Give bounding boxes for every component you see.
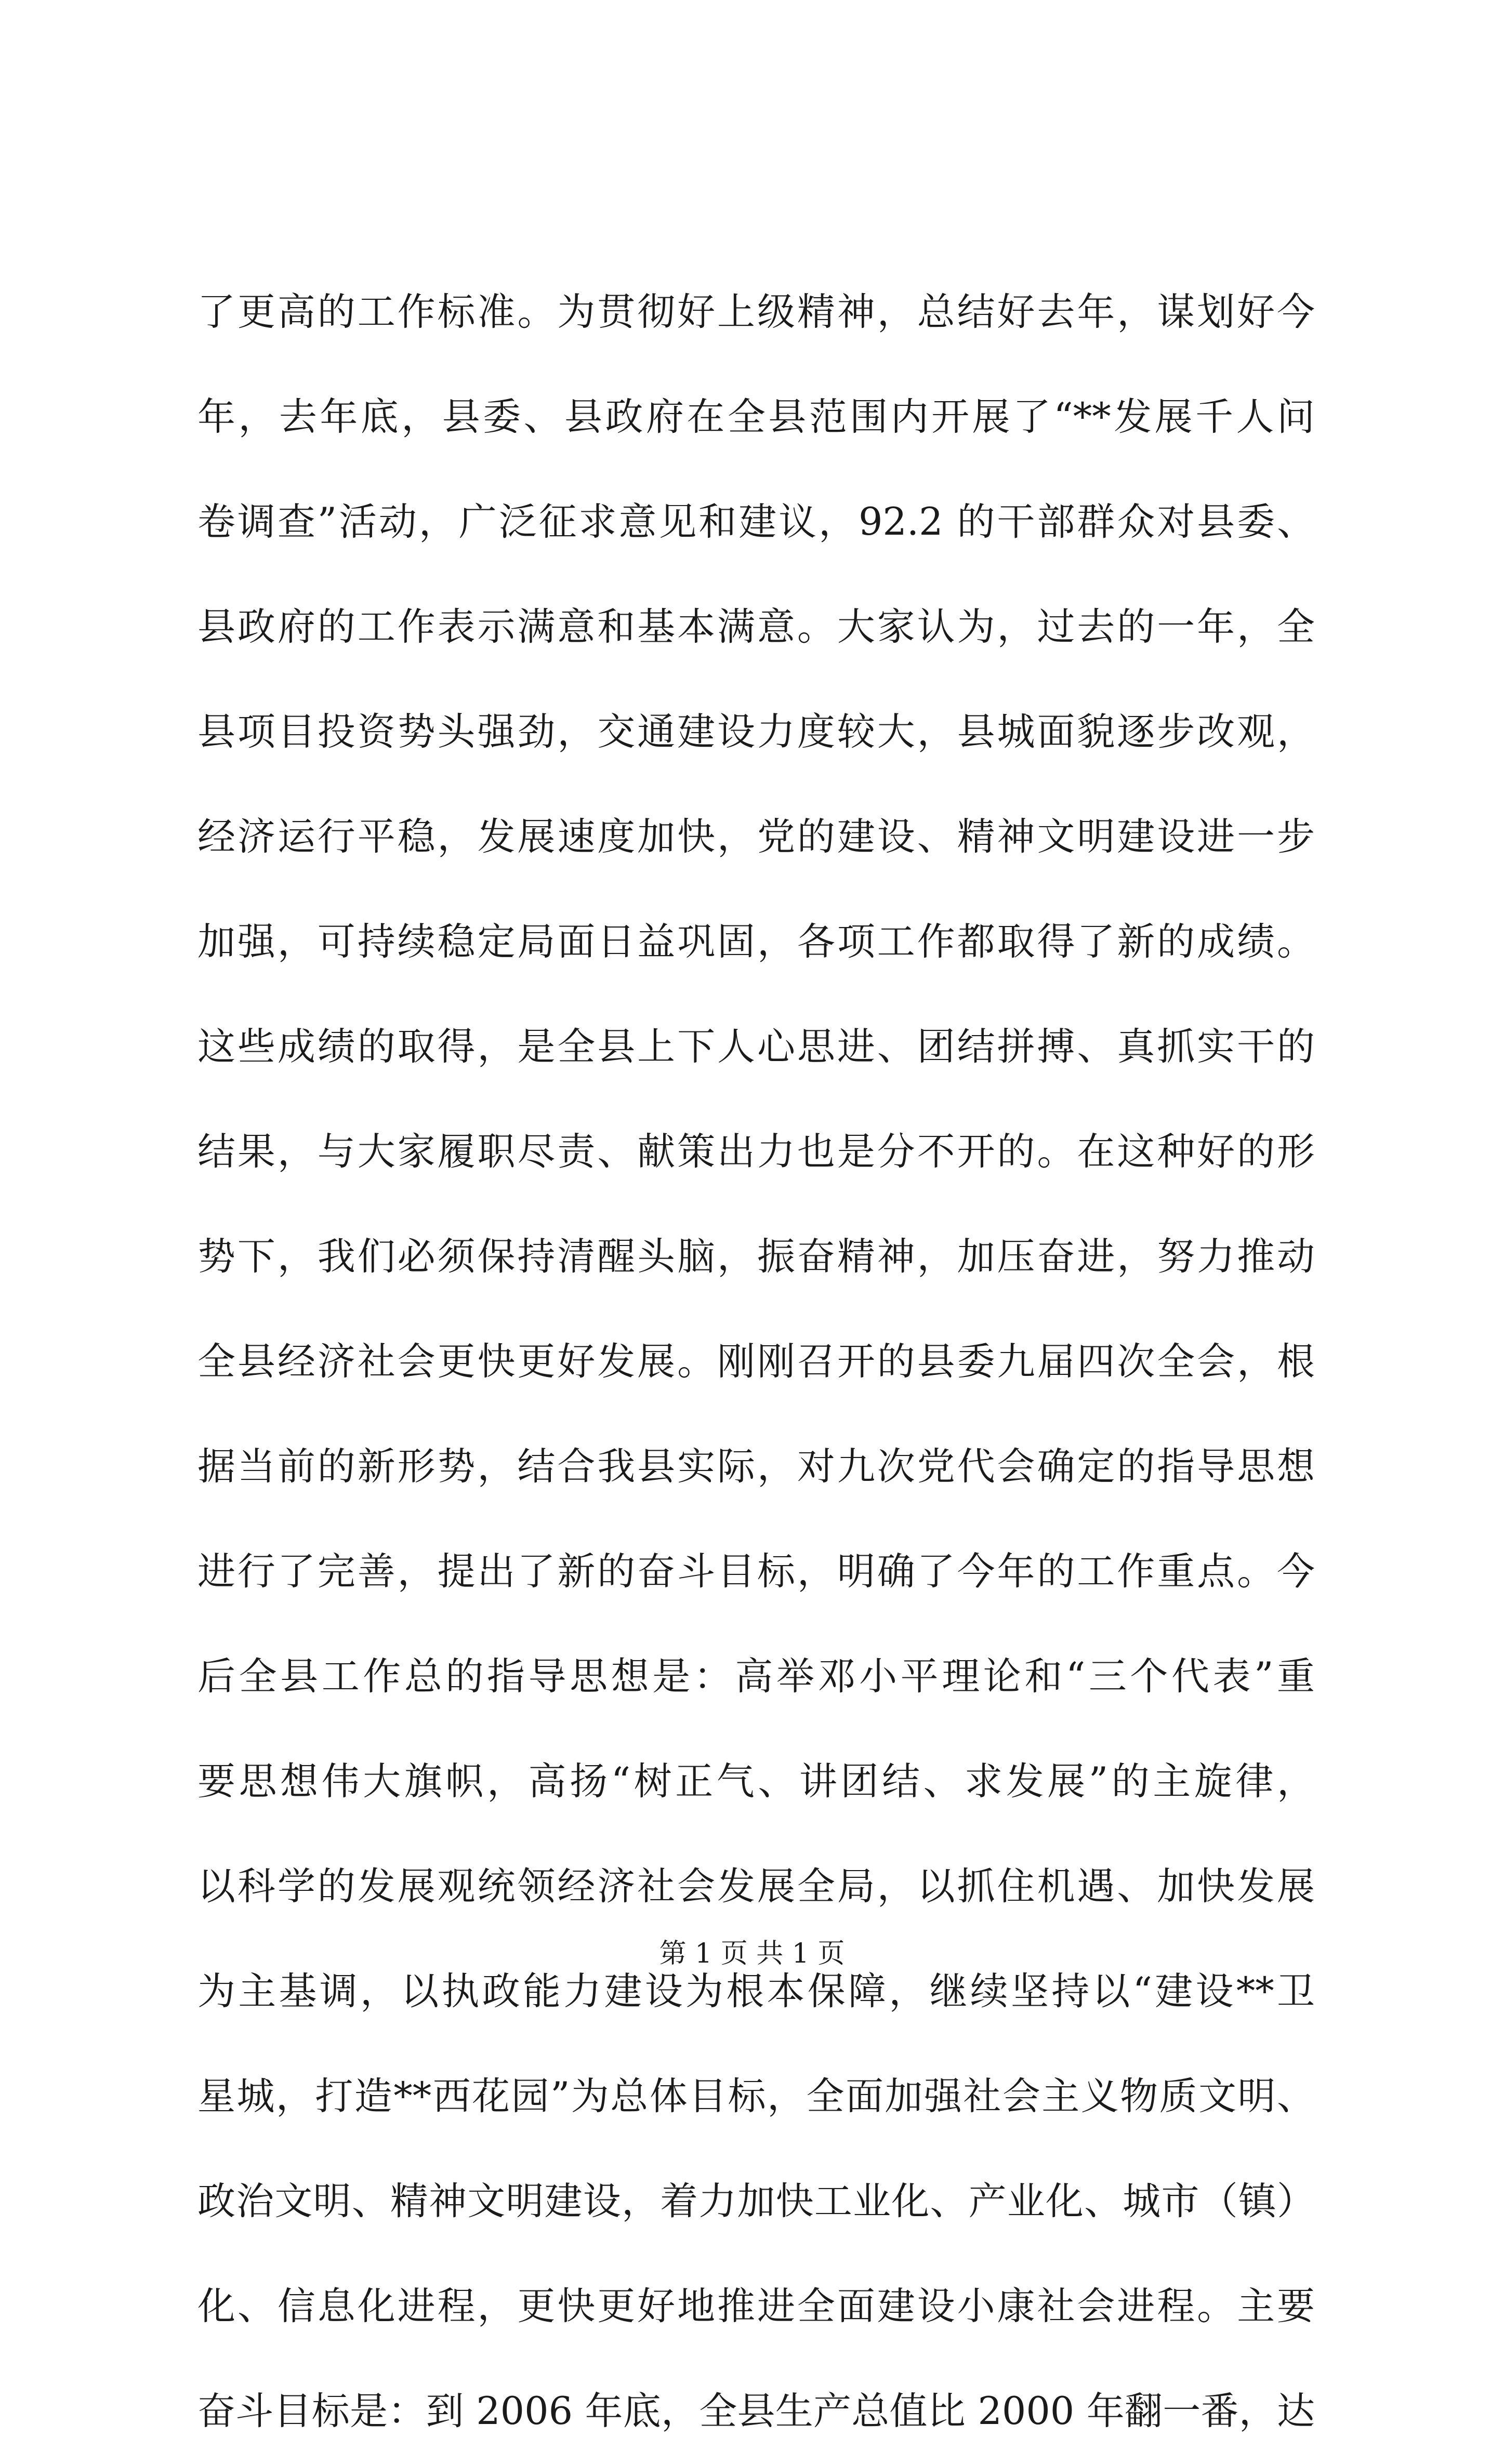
text-line: 了更高的工作标准。为贯彻好上级精神，总结好去年，谋划好今: [197, 290, 1315, 334]
text-line: 加强，可持续稳定局面日益巩固，各项工作都取得了新的成绩。: [197, 920, 1315, 964]
text-line: 要思想伟大旗帜，高扬“树正气、讲团结、求发展”的主旋律，: [197, 1759, 1315, 1804]
text-line: 这些成绩的取得，是全县上下人心思进、团结拼搏、真抓实干的: [197, 1025, 1315, 1069]
text-line: 经济运行平稳，发展速度加快，党的建设、精神文明建设进一步: [197, 815, 1315, 859]
text-line: 卷调查”活动，广泛征求意见和建议，92.2 的干部群众对县委、: [197, 500, 1315, 544]
text-line: 为主基调，以执政能力建设为根本保障，继续坚持以“建设**卫: [197, 1969, 1315, 2013]
text-line: 结果，与大家履职尽责、献策出力也是分不开的。在这种好的形: [197, 1130, 1315, 1174]
text-line: 化、信息化进程，更快更好地推进全面建设小康社会进程。主要: [197, 2284, 1315, 2328]
text-line: 以科学的发展观统领经济社会发展全局，以抓住机遇、加快发展: [197, 1864, 1315, 1909]
body-paragraph: [197, 260, 1315, 2464]
text-line: 进行了完善，提出了新的奋斗目标，明确了今年的工作重点。今: [197, 1549, 1315, 1594]
text-line: 全县经济社会更快更好发展。刚刚召开的县委九届四次全会，根: [197, 1340, 1315, 1384]
text-line: 县政府的工作表示满意和基本满意。大家认为，过去的一年，全: [197, 605, 1315, 649]
page-number-label: 第 1 页 共 1 页: [659, 1938, 845, 1969]
page-footer: [0, 1936, 1504, 1972]
text-line: 县项目投资势头强劲，交通建设力度较大，县城面貌逐步改观，: [197, 710, 1315, 754]
text-line: 奋斗目标是：到 2006 年底，全县生产总值比 2000 年翻一番，达: [197, 2389, 1315, 2433]
text-line: 政治文明、精神文明建设，着力加快工业化、产业化、城市（镇）: [197, 2179, 1315, 2223]
text-line: 年，去年底，县委、县政府在全县范围内开展了“**发展千人问: [197, 395, 1315, 439]
text-line: 后全县工作总的指导思想是：高举邓小平理论和“三个代表”重: [197, 1654, 1315, 1699]
text-line: 据当前的新形势，结合我县实际，对九次党代会确定的指导思想: [197, 1445, 1315, 1489]
text-line: 星城，打造**西花园”为总体目标，全面加强社会主义物质文明、: [197, 2074, 1315, 2118]
text-line: 势下，我们必须保持清醒头脑，振奋精神，加压奋进，努力推动: [197, 1235, 1315, 1279]
